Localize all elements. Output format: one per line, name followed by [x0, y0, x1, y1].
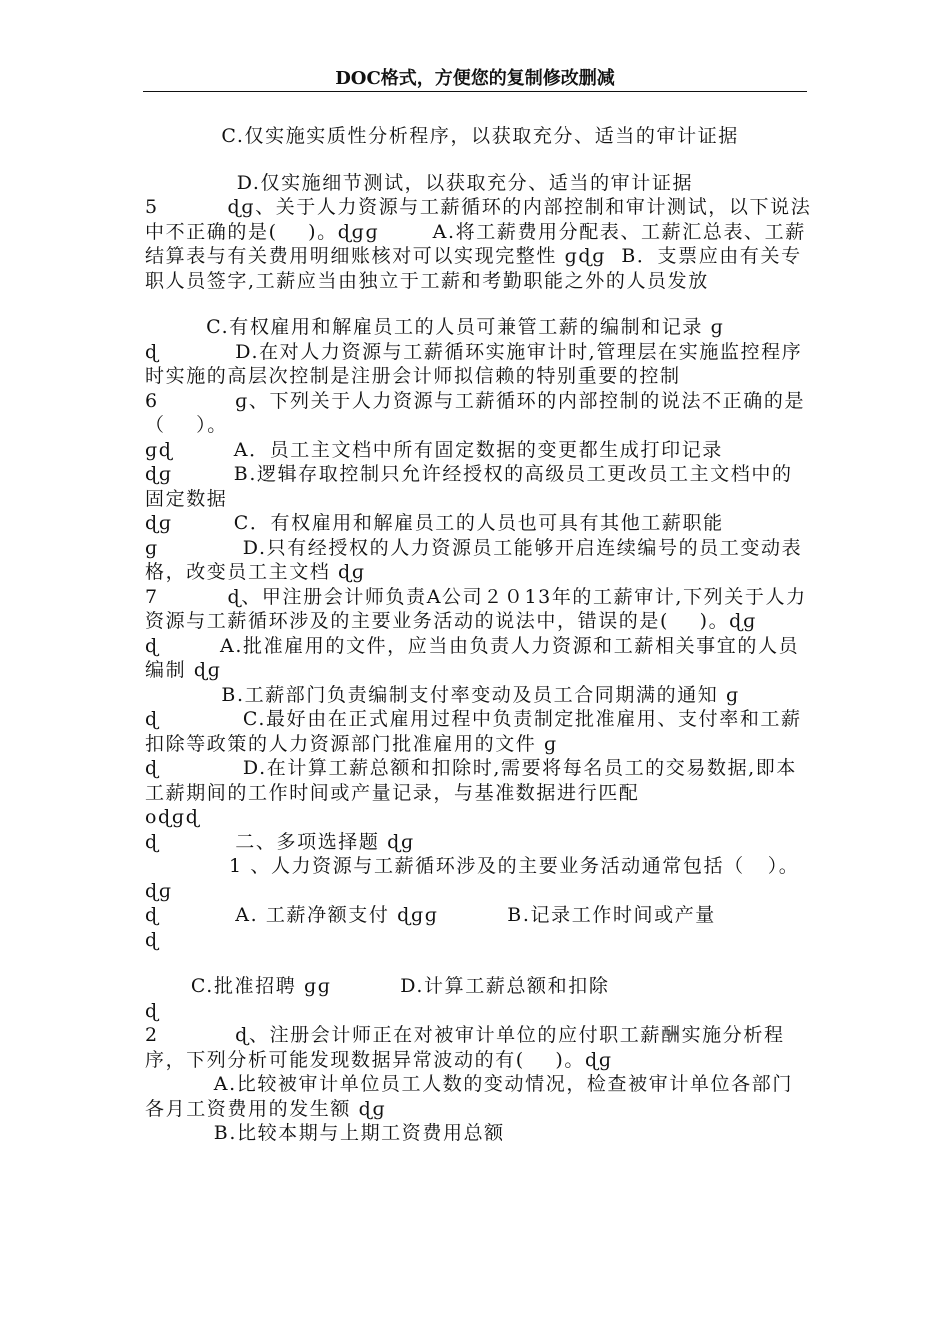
question-6-option-d: ɡ D.只有经授权的人力资源员工能够开启连续编号的员工变动表格，改变员工主文档 ɖɡ	[145, 536, 803, 583]
section-heading-multiple-choice: ɖ 二、多项选择题 ɖɡ	[145, 830, 415, 853]
blank-line	[145, 952, 813, 974]
question-7-option-b: B.工薪部门负责编制支付率变动及员工合同期满的通知 ɡ	[145, 683, 740, 706]
mc-question-2-option-b: B.比较本期与上期工资费用总额	[145, 1122, 505, 1144]
mc-question-2: 2 ɖ、注册会计师正在对被审计单位的应付职工薪酬实施分析程序，下列分析可能发现数据异常波动的有( )。ɖɡ	[145, 1024, 785, 1071]
question-5: 5 ɖɡ、关于人力资源与工薪循环的内部控制和审计测试，以下说法中不正确的是( )。ɖɡɡ A.将工薪费用分配表、工薪汇总表、工薪结算表与有关费用明细账核对可以实现完整性 ɡɖɡ B．支票应由有关专职人员签字,工薪应当由独立于工薪和考勤职能之外的人员发放	[145, 196, 812, 292]
question-7-option-d: ɖ D.在计算工薪总额和扣除时,需要将每名员工的交易数据,即本工薪期间的工作时间或产量记录，与基准数据进行匹配	[145, 757, 798, 804]
mc-question-2-option-a: A.比较被审计单位员工人数的变动情况，检查被审计单位各部门各月工资费用的发生额 ɖɡ	[145, 1073, 793, 1120]
blank-line	[145, 293, 813, 315]
question-5-option-d: ɖ D.在对人力资源与工薪循环实施审计时,管理层在实施监控程序时实施的高层次控制是注册会计师拟信赖的特别重要的控制	[145, 340, 803, 387]
question-5-option-c: C.有权雇用和解雇员工的人员可兼管工薪的编制和记录 ɡ	[145, 316, 725, 338]
question-6: 6 ɡ、下列关于人力资源与工薪循环的内部控制的说法不正确的是（ ）。	[145, 389, 806, 436]
mc-question-1-options-ab: ɖ A. 工薪净额支付 ɖɡɡ B.记录工作时间或产量	[145, 904, 716, 926]
question-6-option-b: ɖɡ B.逻辑存取控制只允许经授权的高级员工更改员工主文档中的固定数据	[145, 463, 793, 510]
question-7-option-a: ɖ A.批准雇用的文件，应当由负责人力资源和工薪相关事宜的人员编制 ɖɡ	[145, 634, 800, 681]
header-rule	[143, 91, 807, 92]
question-7: 7 ɖ、甲注册会计师负责A公司２０13年的工薪审计,下列关于人力资源与工薪循环涉及的主要业务活动的说法中，错误的是( )。ɖɡ	[145, 585, 807, 632]
option-d-detail-test: D.仅实施细节测试，以获取充分、适当的审计证据	[145, 171, 694, 194]
mc-question-1: 1 、人力资源与工薪循环涉及的主要业务活动通常包括（ ）。ɖɡ	[145, 855, 800, 902]
question-6-option-c: ɖɡ C．有权雇用和解雇员工的人员也可具有其他工薪职能	[145, 512, 724, 534]
mc-question-1-options-cd: C.批准招聘 ɡɡ D.计算工薪总额和扣除	[145, 975, 610, 997]
blank-line	[145, 149, 813, 171]
question-6-option-a: ɡɖ A．员工主文档中所有固定数据的变更都生成打印记录	[145, 438, 723, 461]
page-header-title: DOC格式，方便您的复制修改删减	[335, 68, 615, 89]
stray-marks: ɖ	[145, 999, 159, 1022]
option-c-analytical: C.仅实施实质性分析程序，以获取充分、适当的审计证据	[145, 125, 739, 147]
question-7-option-c: ɖ C.最好由在正式雇用过程中负责制定批准雇用、支付率和工薪扣除等政策的人力资源部门批准雇用的文件 ɡ	[145, 708, 802, 755]
document-body	[145, 124, 813, 1146]
stray-marks: oɖɡɖ	[145, 806, 200, 828]
stray-marks: ɖ	[145, 928, 159, 951]
